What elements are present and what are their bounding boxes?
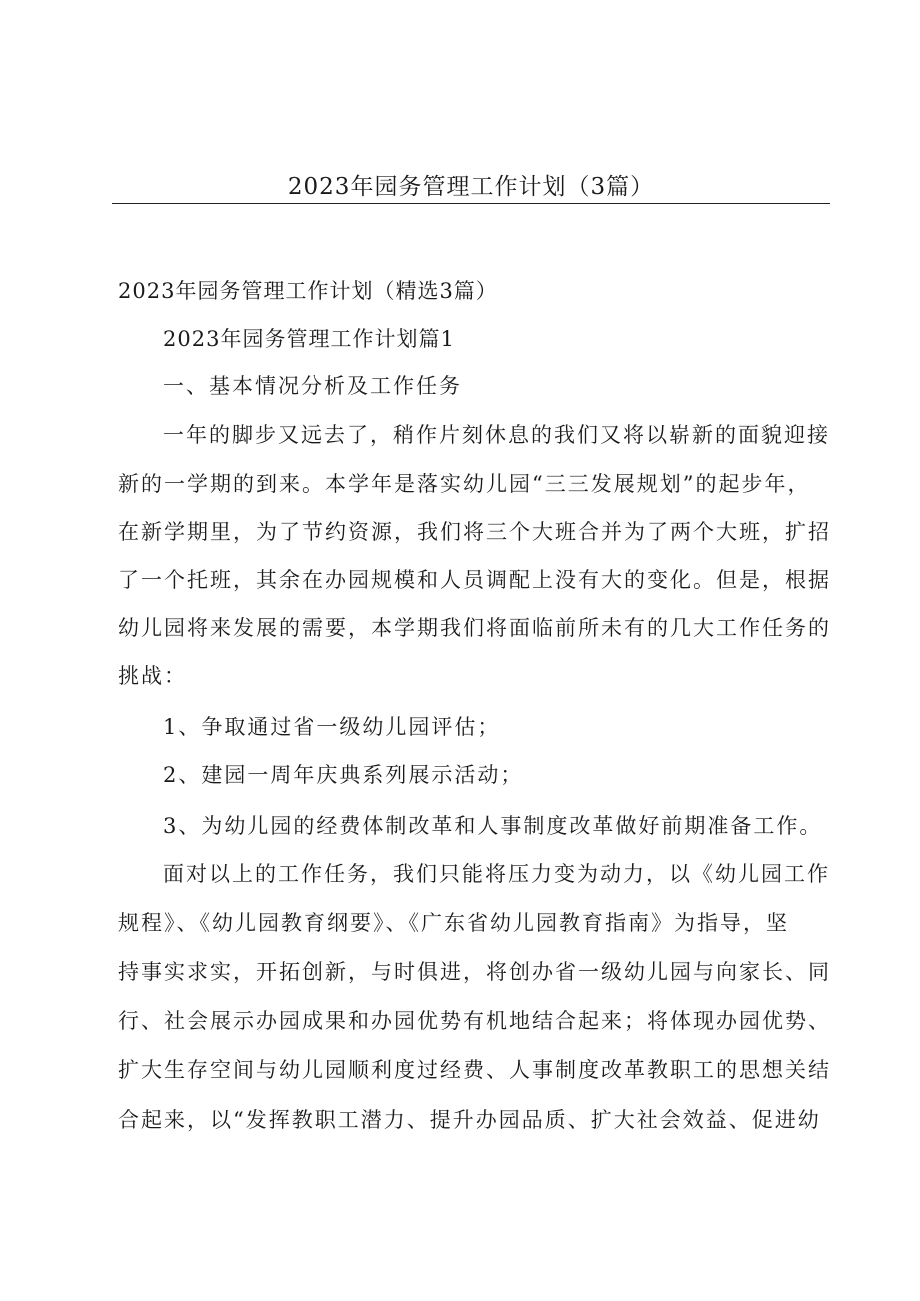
paragraph2-line: 扩大生存空间与幼儿园顺利度过经费、人事制度改革教职工的思想关结 bbox=[118, 1058, 831, 1082]
section-heading: 一、基本情况分析及工作任务 bbox=[163, 374, 462, 398]
paragraph1-line: 新的一学期的到来。本学年是落实幼儿园“三三发展规划”的起步年， bbox=[118, 472, 811, 496]
paragraph2-line: 持事实求实，开拓创新，与时俱进，将创办省一级幼儿园与向家长、同 bbox=[118, 960, 831, 984]
chapter-heading: 2023年园务管理工作计划篇1 bbox=[163, 327, 455, 351]
document-title: 2023年园务管理工作计划（3篇） bbox=[287, 174, 655, 200]
paragraph1-line: 在新学期里，为了节约资源，我们将三个大班合并为了两个大班，扩招 bbox=[118, 520, 831, 544]
paragraph1-line: 了一个托班，其余在办园规模和人员调配上没有大的变化。但是，根据 bbox=[118, 568, 831, 592]
paragraph2-line: 合起来，以“发挥教职工潜力、提升办园品质、扩大社会效益、促进幼 bbox=[118, 1108, 821, 1132]
task-item: 3、为幼儿园的经费体制改革和人事制度改革做好前期准备工作。 bbox=[163, 814, 823, 838]
task-item: 2、建园一周年庆典系列展示活动； bbox=[163, 763, 524, 787]
paragraph1-line: 挑战： bbox=[118, 664, 187, 688]
paragraph2-line: 行、社会展示办园成果和办园优势有机地结合起来；将体现办园优势、 bbox=[118, 1009, 831, 1033]
paragraph1-line: 幼儿园将来发展的需要，本学期我们将面临前所未有的几大工作任务的 bbox=[118, 616, 831, 640]
paragraph1-line: 一年的脚步又远去了，稍作片刻休息的我们又将以崭新的面貌迎接 bbox=[163, 423, 830, 447]
document-subtitle: 2023年园务管理工作计划（精选3篇） bbox=[118, 279, 498, 303]
title-underline bbox=[112, 203, 830, 204]
paragraph2-line: 规程》、《幼儿园教育纲要》、《广东省幼儿园教育指南》为指导，坚 bbox=[118, 911, 789, 935]
task-item: 1、争取通过省一级幼儿园评估； bbox=[163, 715, 501, 739]
paragraph2-line: 面对以上的工作任务，我们只能将压力变为动力，以《幼儿园工作 bbox=[163, 862, 830, 886]
